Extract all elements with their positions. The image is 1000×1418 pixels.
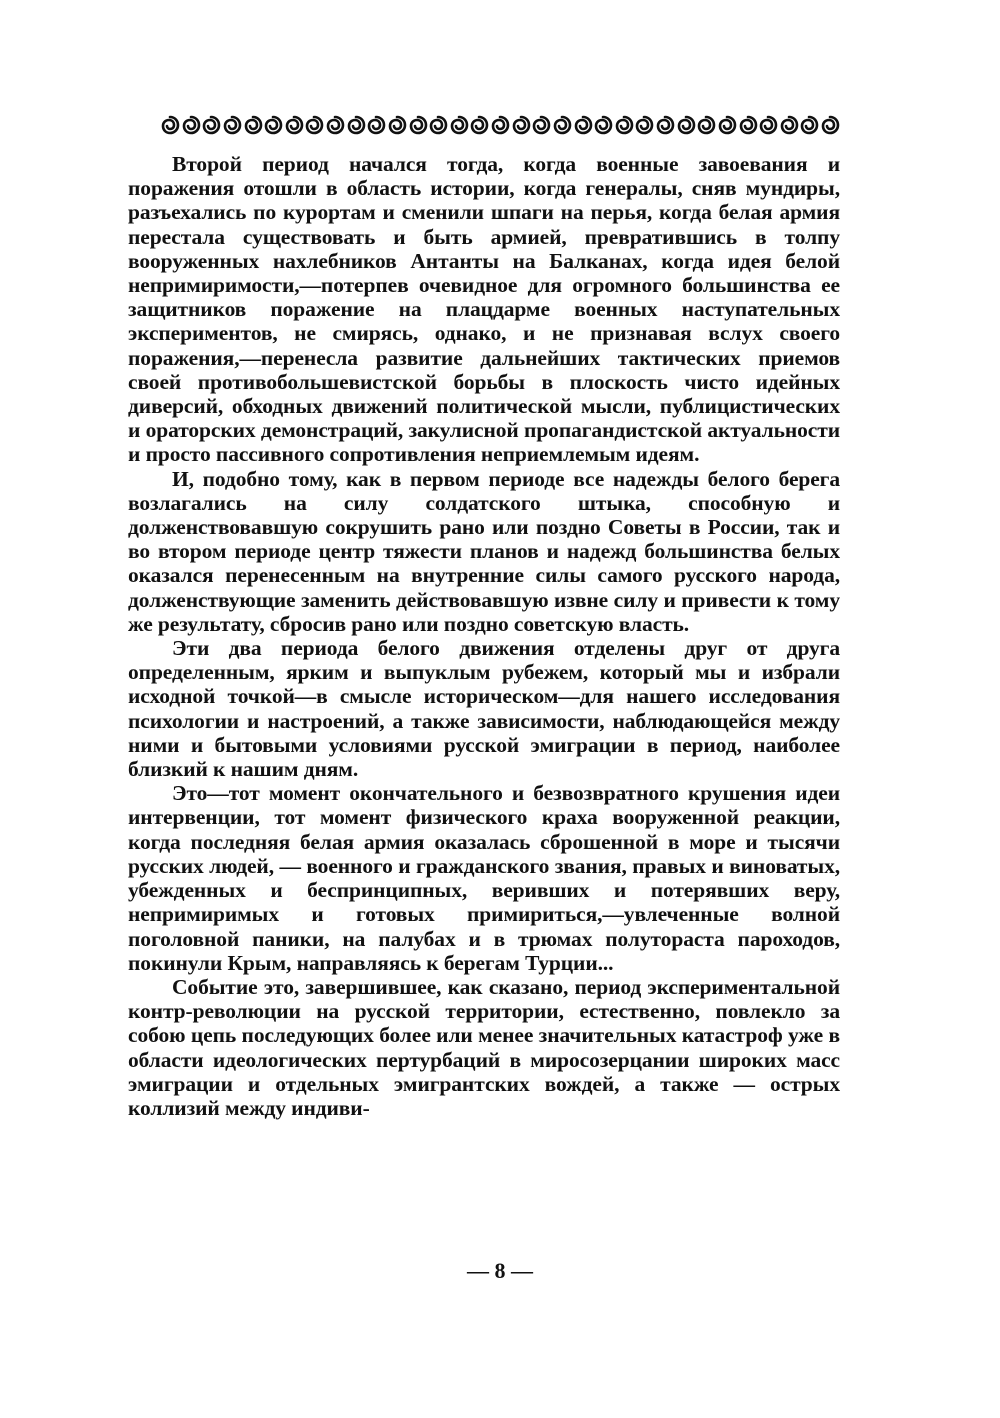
ornament-scroll-icon [222,115,242,135]
ornament-scroll-icon [820,115,840,135]
paragraph-5: Событие это, завершившее, как сказано, период экспериментальной контр-революции на русской территории, естественно, повлекло за собою цепь последующих более или менее значительных катастроф уже в области идеологических пертурбаций в миросозерцании широких масс эмиграции и отдельных эмигрантских вождей, а также — острых коллизий между индиви- [128,974,840,1120]
paragraph-3: Эти два периода белого движения отделены друг от друга определенным, ярким и выпуклым рубежем, который мы и избрали исходной точкой—в смысле историческом—для нашего исследования психологии и настроений, а также зависимости, наблюдающейся между ними и бытовыми условиями русской эмиграции в период, наиболее близкий к нашим дням. [128,636,840,782]
ornament-scroll-icon [304,115,324,135]
ornament-scroll-icon [593,115,613,135]
ornament-scroll-icon [676,115,696,135]
ornament-scroll-icon [449,115,469,135]
ornament-scroll-icon [243,115,263,135]
ornament-scroll-icon [181,115,201,135]
ornament-scroll-icon [346,115,366,135]
ornament-scroll-icon [717,115,737,135]
ornament-scroll-icon [387,115,407,135]
ornament-scroll-icon [408,115,428,135]
ornament-scroll-icon [201,115,221,135]
ornament-scroll-icon [799,115,819,135]
ornament-scroll-icon [284,115,304,135]
ornament-scroll-icon [531,115,551,135]
ornament-scroll-icon [634,115,654,135]
paragraph-2: И, подобно тому, как в первом периоде все надежды белого берега возлагались на силу солдатского штыка, способную и долженствовавшую сокрушить рано или поздно Советы в России, так и во втором периоде центр тяжести планов и надежд большинства белых оказался перенесенным на внутренние силы самого русского народа, долженствующие заменить действовавшую извне силу и привести к тому же результату, сбросив рано или поздно советскую власть. [128,466,840,636]
ornament-scroll-icon [758,115,778,135]
ornament-scroll-icon [366,115,386,135]
ornament-scroll-icon [490,115,510,135]
ornament-scroll-icon [325,115,345,135]
ornament-scroll-icon [160,115,180,135]
paragraph-4: Это—тот момент окончательного и безвозвратного крушения идеи интервенции, тот момент физического краха вооруженной реакции, когда последняя белая армия оказалась сброшенной в море и тысячи русских людей, — военного и гражданского звания, правых и виноватых, убежденных и беспринципных, веривших и потерявших веру, непримиримых и готовых примириться,—увлеченные волной поголовной паники, на палубах и в трюмах полутораста пароходов, покинули Крым, направляясь к берегам Турции... [128,781,840,975]
ornament-scroll-icon [696,115,716,135]
ornament-scroll-icon [469,115,489,135]
paragraph-1: Второй период начался тогда, когда военные завоевания и поражения отошли в область истории, когда генералы, сняв мундиры, разъехались по курортам и сменили шпаги на перья, когда белая армия перестала существовать и быть армией, превратившись в толпу вооруженных нахлебников Антанты на Балканах, когда идея белой непримиримости,—потерпев очевидное для огромного большинства ее защитников поражение на плацдарме военных наступательных экспериментов, не смирясь, однако, и не признавая вслух своего поражения,—перенесла развитие дальнейших тактических приемов своей противобольшевистской борьбы в плоскость чисто идейных диверсий, обходных движений политической мысли, публицистических и ораторских демонстраций, закулисной пропагандистской актуальности и просто пассивного сопротивления неприемлемым идеям. [128,152,840,467]
ornamental-header-band [160,112,840,138]
ornament-scroll-icon [738,115,758,135]
ornament-scroll-icon [655,115,675,135]
ornament-scroll-icon [511,115,531,135]
page-number: — 8 — [467,1258,533,1283]
ornament-scroll-icon [573,115,593,135]
ornament-scroll-icon [263,115,283,135]
ornament-scroll-icon [614,115,634,135]
ornament-scroll-icon [428,115,448,135]
ornament-scroll-icon [779,115,799,135]
body-text [128,152,840,1120]
ornament-scroll-icon [552,115,572,135]
